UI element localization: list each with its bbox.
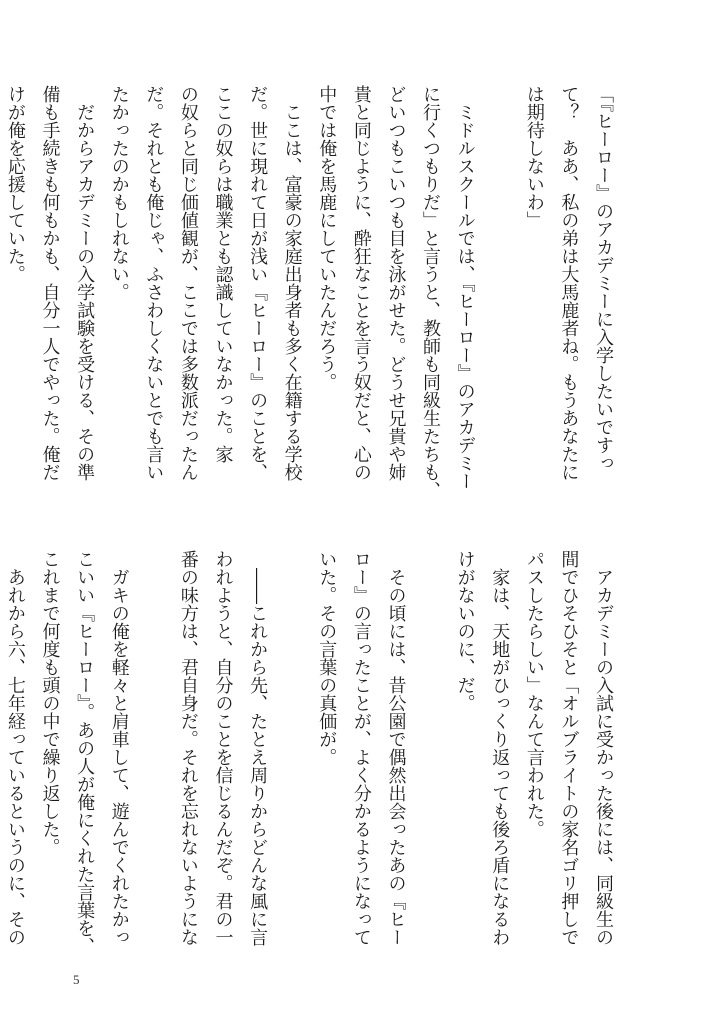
- text-line: 「『ヒーロー』のアカデミーに入学したいですっ: [593, 85, 614, 472]
- text-line: の奴らと同じ価値観が、ここでは多数派だったん: [177, 85, 199, 481]
- text-line: 中では俺を馬鹿にしていたんだろう。: [316, 85, 338, 391]
- text-line: ――これから先、たとえ周りからどんな風に言: [247, 550, 269, 946]
- text-line: われようと、自分のことを信じるんだぞ。君の一: [212, 550, 234, 946]
- page-number: 5: [73, 972, 80, 987]
- text-line: いた。その言葉の真価が。: [316, 550, 338, 766]
- text-line: に行くつもりだ」と言うと、教師も同級生たちも、: [420, 85, 442, 499]
- text-line: 番の味方は、君自身だ。それを忘れないようにな: [177, 550, 199, 946]
- text-line: は期待しないわ」: [523, 85, 545, 229]
- text-line: あれから六、七年経っているというのに、その: [4, 550, 26, 946]
- text-line: どいつもこいつも目を泳がせた。どうせ兄貴や姉: [385, 85, 407, 481]
- text-line: ミドルスクールでは、『ヒーロー』のアカデミー: [454, 85, 476, 490]
- lower-text-block: [0, 550, 620, 955]
- text-line: ここの奴らは職業とも認識していなかった。家: [212, 85, 234, 463]
- text-line: けがないのに、だ。: [454, 550, 476, 712]
- text-line: これまで何度も頭の中で繰り返した。: [39, 550, 61, 856]
- text-line: 備も手続きも何もかも、自分一人でやった。俺だ: [39, 85, 61, 481]
- text-line: パスしたらしい」なんて言われた。: [523, 550, 545, 838]
- text-line: だからアカデミーの入学試験を受ける、その準: [74, 85, 96, 481]
- text-line: 貴と同じように、酔狂なことを言う奴だと、心の: [350, 85, 372, 481]
- text-line: 家は、天地がひっくり返っても後ろ盾になるわ: [489, 550, 511, 946]
- text-line: ここは、富豪の家庭出身者も多く在籍する学校: [281, 85, 303, 481]
- text-line: こいい『ヒーロー』。あの人が俺にくれた言葉を、: [74, 550, 96, 955]
- text-line: だ。それとも俺じゃ、ふさわしくないとでも言い: [143, 85, 165, 481]
- upper-text-block: [0, 85, 620, 499]
- text-line: 間でひそひそと「オルブライトの家名ゴリ押しで: [558, 550, 580, 946]
- text-line: たかったのかもしれない。: [108, 85, 130, 301]
- text-line: て？ ああ、私の弟は大馬鹿者ね。もうあなたに: [558, 85, 580, 481]
- text-line: けが俺を応援していた。: [4, 85, 26, 283]
- text-line: ロー』の言ったことが、よく分かるようになって: [350, 550, 372, 946]
- text-line: だ。世に現れて日が浅い『ヒーロー』のことを、: [247, 85, 269, 481]
- text-line: その頃には、昔公園で偶然出会ったあの『ヒー: [385, 550, 407, 946]
- text-line: アカデミーの入試に受かった後には、同級生の: [593, 550, 614, 946]
- text-line: ガキの俺を軽々と肩車して、遊んでくれたかっ: [108, 550, 130, 946]
